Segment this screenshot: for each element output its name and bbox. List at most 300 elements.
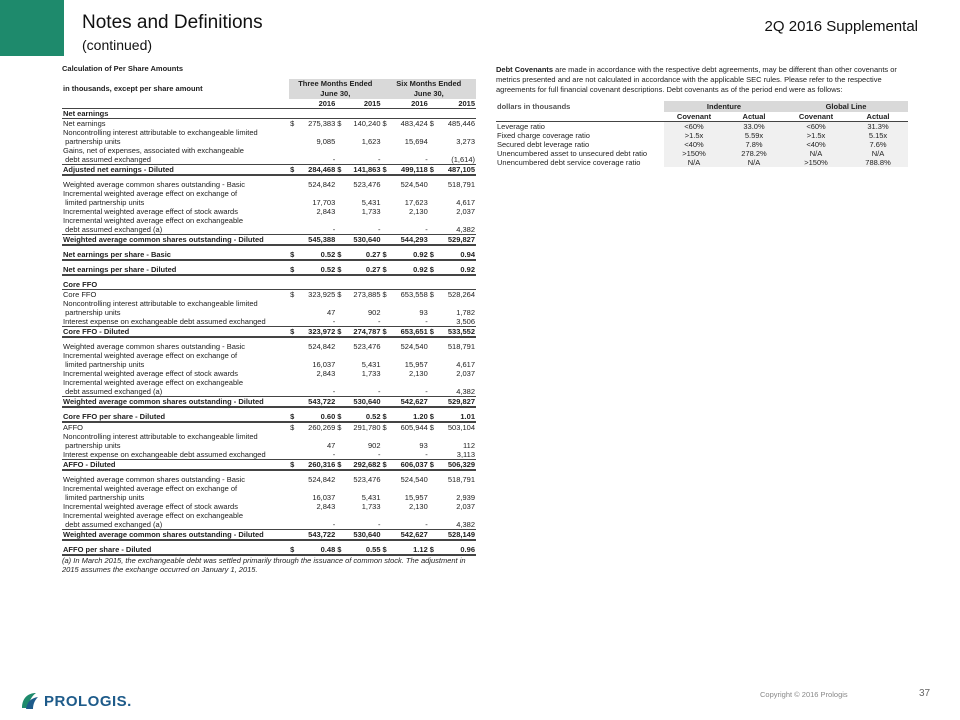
value-cell: 2,939 xyxy=(456,493,475,502)
currency-cell xyxy=(289,502,296,511)
value-cell: 543,722 xyxy=(296,530,336,541)
currency-cell xyxy=(382,530,389,541)
value-cell: 2,843 xyxy=(316,369,336,378)
currency-cell: $ xyxy=(337,327,342,336)
currency-cell xyxy=(289,387,296,397)
table-row xyxy=(62,342,476,351)
subhead-actual-2: Actual xyxy=(848,112,908,122)
currency-cell xyxy=(429,137,436,146)
currency-cell xyxy=(382,475,389,484)
currency-cell xyxy=(382,317,389,327)
value-cell: 518,791 xyxy=(447,342,475,351)
value-cell xyxy=(343,146,381,155)
currency-cell: $ xyxy=(337,265,342,274)
value-cell xyxy=(389,299,429,308)
value-cell: 503,104 xyxy=(447,423,475,432)
value-cell xyxy=(389,378,429,387)
currency-cell: $ xyxy=(290,327,295,336)
currency-cell xyxy=(289,493,296,502)
currency-cell xyxy=(382,198,389,207)
row-label: AFFO per share - Diluted xyxy=(62,545,289,555)
table-row xyxy=(62,308,476,317)
covenant-value: 278.2% xyxy=(724,149,784,158)
page-title: Notes and Definitions xyxy=(82,12,263,33)
currency-cell xyxy=(289,216,296,225)
covenant-value: >150% xyxy=(664,149,724,158)
row-label: Core FFO - Diluted xyxy=(62,327,289,338)
value-cell xyxy=(436,378,476,387)
currency-cell xyxy=(429,235,436,246)
table-row xyxy=(62,317,476,327)
covenant-value: <60% xyxy=(784,122,848,132)
value-cell xyxy=(436,351,476,360)
value-cell: 1,623 xyxy=(361,137,381,146)
currency-cell: $ xyxy=(382,250,387,259)
row-label: Weighted average common shares outstanding - Diluted xyxy=(62,235,289,246)
currency-cell xyxy=(336,397,343,408)
value-cell: 0.94 xyxy=(436,250,476,260)
row-label: Incremental weighted average effect of stock awards xyxy=(63,369,238,378)
row-label: Incremental weighted average effect on exchange of xyxy=(63,484,238,493)
currency-cell xyxy=(429,351,436,360)
covenant-group-row xyxy=(496,101,908,112)
value-cell: 9,085 xyxy=(316,137,336,146)
row-label: Weighted average common shares outstanding - Basic xyxy=(63,180,246,189)
currency-cell: $ xyxy=(290,265,295,274)
value-cell: 4,617 xyxy=(456,360,475,369)
currency-cell: $ xyxy=(337,545,342,554)
value-cell xyxy=(296,351,336,360)
table-row xyxy=(62,502,476,511)
value-cell xyxy=(296,484,336,493)
value-cell: 2,843 xyxy=(316,502,336,511)
section-heading-row xyxy=(62,280,476,290)
value-cell: 0.92 xyxy=(436,265,476,275)
currency-cell xyxy=(382,155,389,165)
value-cell: 16,037 xyxy=(312,493,336,502)
section-heading: Net earnings xyxy=(62,109,476,119)
year-col-1: 2016 xyxy=(289,99,336,109)
currency-cell xyxy=(429,511,436,520)
currency-cell xyxy=(336,198,343,207)
currency-cell xyxy=(382,128,389,137)
value-cell: 275,383 xyxy=(308,119,336,128)
currency-cell xyxy=(382,397,389,408)
value-cell: 506,329 xyxy=(436,460,476,471)
covenant-row xyxy=(496,140,908,149)
value-cell: 524,540 xyxy=(400,342,428,351)
three-months-header xyxy=(289,79,381,99)
table-row xyxy=(62,351,476,360)
value-cell xyxy=(343,216,381,225)
value-cell: 16,037 xyxy=(312,360,336,369)
currency-cell: $ xyxy=(290,290,295,299)
covenant-label: Secured debt leverage ratio xyxy=(496,140,664,149)
year-header-row xyxy=(62,99,476,109)
currency-cell xyxy=(382,189,389,198)
value-cell: 524,842 xyxy=(308,475,336,484)
currency-cell xyxy=(289,511,296,520)
currency-cell: $ xyxy=(290,165,295,174)
value-cell: 542,627 xyxy=(389,530,429,541)
currency-cell xyxy=(289,360,296,369)
table-row xyxy=(62,290,476,300)
currency-cell xyxy=(289,441,296,450)
currency-cell: $ xyxy=(337,290,342,299)
currency-cell xyxy=(382,432,389,441)
value-cell: 0.52 xyxy=(296,250,336,260)
value-cell xyxy=(296,216,336,225)
value-cell: - xyxy=(389,450,429,460)
value-cell: - xyxy=(343,387,381,397)
value-cell: 2,130 xyxy=(408,502,428,511)
row-label: debt assumed exchanged xyxy=(62,155,289,165)
covenant-value: <60% xyxy=(664,122,724,132)
currency-cell xyxy=(289,369,296,378)
value-cell: 2,037 xyxy=(456,369,475,378)
currency-cell xyxy=(289,207,296,216)
currency-cell: $ xyxy=(429,265,434,274)
value-cell: 93 xyxy=(419,441,428,450)
currency-cell xyxy=(429,475,436,484)
covenant-label: Leverage ratio xyxy=(496,122,664,132)
value-cell: 273,885 xyxy=(353,290,381,299)
table-row xyxy=(62,225,476,235)
row-label: Core FFO per share - Diluted xyxy=(62,412,289,422)
row-label: debt assumed exchanged (a) xyxy=(62,520,289,530)
value-cell: 0.55 xyxy=(343,545,381,555)
currency-cell xyxy=(289,198,296,207)
table-row xyxy=(62,165,476,176)
section-heading-row xyxy=(62,109,476,119)
covenant-value: >1.5x xyxy=(784,131,848,140)
row-label: partnership units xyxy=(63,308,121,317)
currency-cell xyxy=(382,308,389,317)
covenant-label: Unencumbered asset to unsecured debt ratio xyxy=(496,149,664,158)
value-cell: 284,468 xyxy=(296,165,336,176)
table-row xyxy=(62,475,476,484)
table-row xyxy=(62,180,476,189)
currency-cell: $ xyxy=(429,290,434,299)
value-cell: - xyxy=(343,450,381,460)
page-number: 37 xyxy=(919,688,931,699)
value-cell: 530,640 xyxy=(343,530,381,541)
row-label: Adjusted net earnings - Diluted xyxy=(62,165,289,176)
row-label: Incremental weighted average effect on exchange of xyxy=(63,189,238,198)
currency-cell xyxy=(336,235,343,246)
page-subtitle: (continued) xyxy=(82,37,153,53)
three-months-date: June 30, xyxy=(320,89,351,98)
currency-cell: $ xyxy=(382,265,387,274)
currency-cell xyxy=(336,475,343,484)
value-cell: 260,269 xyxy=(308,423,336,432)
value-cell xyxy=(389,351,429,360)
value-cell: 529,827 xyxy=(436,397,476,408)
currency-cell xyxy=(336,225,343,235)
currency-cell xyxy=(289,342,296,351)
value-cell: 2,130 xyxy=(408,369,428,378)
period-header-row xyxy=(62,79,476,99)
currency-cell: $ xyxy=(382,119,387,128)
currency-cell xyxy=(429,484,436,493)
value-cell: 606,037 xyxy=(389,460,429,471)
covenant-value: N/A xyxy=(724,158,784,167)
value-cell xyxy=(343,378,381,387)
value-cell: 523,476 xyxy=(353,475,381,484)
value-cell: - xyxy=(296,520,336,530)
row-label: Incremental weighted average effect of stock awards xyxy=(63,207,238,216)
value-cell: 524,540 xyxy=(400,475,428,484)
row-label: Incremental weighted average effect of stock awards xyxy=(63,502,238,511)
value-cell: - xyxy=(389,317,429,327)
currency-cell xyxy=(429,225,436,235)
table-row xyxy=(62,155,476,165)
report-label: 2Q 2016 Supplemental xyxy=(764,18,918,35)
value-cell: 518,791 xyxy=(447,180,475,189)
currency-cell xyxy=(382,207,389,216)
dollars-label: dollars in thousands xyxy=(496,101,664,112)
value-cell xyxy=(296,189,336,198)
value-cell: 530,640 xyxy=(343,397,381,408)
value-cell xyxy=(343,128,381,137)
covenant-value: 5.15x xyxy=(848,131,908,140)
currency-cell: $ xyxy=(290,119,295,128)
value-cell: 528,264 xyxy=(447,290,475,299)
value-cell: 47 xyxy=(326,308,336,317)
value-cell: 47 xyxy=(326,441,336,450)
currency-cell xyxy=(429,216,436,225)
currency-cell xyxy=(289,530,296,541)
value-cell: 93 xyxy=(419,308,428,317)
value-cell: - xyxy=(343,225,381,235)
covenant-label: Unencumbered debt service coverage ratio xyxy=(496,158,664,167)
currency-cell xyxy=(336,146,343,155)
currency-cell xyxy=(336,317,343,327)
debt-covenants-body: are made in accordance with the respective debt agreements, may be different than other covenants or metrics presented and are not calculated in accordance with the applicable SEC rules. Please refer to the respective agreements for full financial covenant descriptions. Debt covenants as of the period end were as follows: xyxy=(496,65,897,94)
value-cell: 0.92 xyxy=(389,250,429,260)
value-cell xyxy=(389,146,429,155)
covenant-value: 33.0% xyxy=(724,122,784,132)
currency-cell xyxy=(429,502,436,511)
currency-cell xyxy=(336,511,343,520)
currency-cell xyxy=(382,342,389,351)
table-row xyxy=(62,216,476,225)
row-label: debt assumed exchanged (a) xyxy=(62,225,289,235)
currency-cell: $ xyxy=(429,119,434,128)
value-cell: - xyxy=(296,155,336,165)
value-cell xyxy=(436,299,476,308)
currency-cell xyxy=(336,493,343,502)
value-cell: 528,149 xyxy=(436,530,476,541)
currency-cell xyxy=(336,207,343,216)
year-col-4: 2015 xyxy=(429,99,476,109)
value-cell: (1,614) xyxy=(436,155,476,165)
value-cell: - xyxy=(343,155,381,165)
subhead-actual-1: Actual xyxy=(724,112,784,122)
row-label: limited partnership units xyxy=(63,198,145,207)
currency-cell xyxy=(289,146,296,155)
covenant-value: N/A xyxy=(664,158,724,167)
covenant-value: 31.3% xyxy=(848,122,908,132)
value-cell xyxy=(343,189,381,198)
value-cell: 1,733 xyxy=(361,369,381,378)
currency-cell xyxy=(429,128,436,137)
row-label: Interest expense on exchangeable debt assumed exchanged xyxy=(62,317,289,327)
table-row xyxy=(62,235,476,246)
subhead-covenant-2: Covenant xyxy=(784,112,848,122)
six-months-date: June 30, xyxy=(413,89,444,98)
currency-cell: $ xyxy=(429,412,434,421)
value-cell: 3,273 xyxy=(456,137,475,146)
value-cell xyxy=(436,511,476,520)
currency-cell xyxy=(382,378,389,387)
section-heading: Core FFO xyxy=(62,280,476,290)
currency-cell xyxy=(336,502,343,511)
covenant-value: N/A xyxy=(848,149,908,158)
table-row xyxy=(62,530,476,541)
currency-cell xyxy=(336,137,343,146)
currency-cell xyxy=(382,511,389,520)
currency-cell: $ xyxy=(429,423,434,432)
value-cell: 544,293 xyxy=(389,235,429,246)
row-label: Net earnings per share - Diluted xyxy=(62,265,289,275)
currency-cell xyxy=(382,299,389,308)
per-share-title: Calculation of Per Share Amounts xyxy=(62,64,183,73)
row-label: Incremental weighted average effect on exchange of xyxy=(63,351,238,360)
value-cell: - xyxy=(389,225,429,235)
table-row xyxy=(62,545,476,555)
debt-covenants-text xyxy=(496,65,908,95)
currency-cell xyxy=(382,441,389,450)
value-cell xyxy=(296,511,336,520)
currency-cell xyxy=(289,378,296,387)
currency-cell: $ xyxy=(337,460,342,469)
row-label: AFFO - Diluted xyxy=(62,460,289,471)
year-col-3: 2016 xyxy=(382,99,429,109)
value-cell: 4,382 xyxy=(436,225,476,235)
value-cell: 3,506 xyxy=(436,317,476,327)
currency-cell xyxy=(382,493,389,502)
currency-cell xyxy=(429,493,436,502)
covenant-row xyxy=(496,122,908,132)
row-label: Gains, net of expenses, associated with exchangeable xyxy=(63,146,244,155)
currency-cell xyxy=(382,235,389,246)
value-cell: 5,431 xyxy=(361,360,381,369)
value-cell: 545,388 xyxy=(296,235,336,246)
currency-cell xyxy=(429,397,436,408)
currency-cell: $ xyxy=(382,290,387,299)
currency-cell xyxy=(429,155,436,165)
value-cell: 291,780 xyxy=(353,423,381,432)
table-row xyxy=(62,441,476,450)
value-cell xyxy=(389,189,429,198)
covenant-value: 7.6% xyxy=(848,140,908,149)
value-cell: 1.12 xyxy=(389,545,429,555)
value-cell: - xyxy=(296,225,336,235)
value-cell: 524,842 xyxy=(308,342,336,351)
value-cell: 260,316 xyxy=(296,460,336,471)
table-row xyxy=(62,128,476,137)
year-col-2: 2015 xyxy=(336,99,381,109)
currency-cell xyxy=(336,387,343,397)
value-cell: 2,037 xyxy=(456,207,475,216)
value-cell: - xyxy=(296,387,336,397)
value-cell: 523,476 xyxy=(353,180,381,189)
currency-cell: $ xyxy=(337,250,342,259)
currency-cell xyxy=(289,299,296,308)
covenant-value: 7.8% xyxy=(724,140,784,149)
prologis-logo-text: PROLOGIS. xyxy=(44,693,132,710)
per-share-section xyxy=(62,64,476,574)
value-cell: 15,957 xyxy=(404,360,428,369)
value-cell xyxy=(343,484,381,493)
currency-cell xyxy=(382,360,389,369)
row-label: Incremental weighted average effect on exchangeable xyxy=(63,511,243,520)
currency-cell: $ xyxy=(382,423,387,432)
value-cell: 17,623 xyxy=(404,198,428,207)
value-cell xyxy=(389,128,429,137)
debt-covenants-bold: Debt Covenants xyxy=(496,65,554,74)
value-cell: - xyxy=(343,520,381,530)
value-cell xyxy=(296,378,336,387)
currency-cell: $ xyxy=(382,165,387,174)
table-row xyxy=(62,397,476,408)
value-cell: 524,842 xyxy=(308,180,336,189)
value-cell: 0.96 xyxy=(436,545,476,555)
value-cell: - xyxy=(389,155,429,165)
debt-covenants-section xyxy=(496,65,908,167)
debt-covenants-table xyxy=(496,101,908,167)
currency-cell xyxy=(336,351,343,360)
prologis-logo xyxy=(18,690,158,714)
value-cell: 15,694 xyxy=(404,137,428,146)
currency-cell xyxy=(382,520,389,530)
currency-cell xyxy=(429,387,436,397)
currency-cell xyxy=(289,351,296,360)
row-label: debt assumed exchanged (a) xyxy=(62,387,289,397)
currency-cell xyxy=(336,189,343,198)
value-cell: 323,972 xyxy=(296,327,336,338)
value-cell: 274,787 xyxy=(343,327,381,338)
currency-cell xyxy=(336,155,343,165)
currency-cell: $ xyxy=(382,545,387,554)
table-row xyxy=(62,511,476,520)
currency-cell xyxy=(289,155,296,165)
currency-cell xyxy=(336,299,343,308)
three-months-label: Three Months Ended xyxy=(298,79,373,88)
value-cell: 533,552 xyxy=(436,327,476,338)
currency-cell: $ xyxy=(429,460,434,469)
value-cell xyxy=(436,432,476,441)
value-cell: 0.48 xyxy=(296,545,336,555)
covenant-value: 788.8% xyxy=(848,158,908,167)
table-row xyxy=(62,146,476,155)
value-cell xyxy=(296,299,336,308)
value-cell xyxy=(436,484,476,493)
currency-cell xyxy=(336,216,343,225)
value-cell: 483,424 xyxy=(400,119,428,128)
global-line-header: Global Line xyxy=(784,101,908,112)
currency-cell xyxy=(382,484,389,493)
subhead-covenant-1: Covenant xyxy=(664,112,724,122)
table-row xyxy=(62,360,476,369)
footnote: (a) In March 2015, the exchangeable debt was settled primarily through the issuance of common stock. The adjustment in 2015 assumes the exchange occurred on January 1, 2015. xyxy=(62,556,466,574)
value-cell xyxy=(296,128,336,137)
currency-cell: $ xyxy=(290,460,295,469)
currency-cell xyxy=(382,387,389,397)
covenant-rows xyxy=(496,122,908,168)
covenant-row xyxy=(496,131,908,140)
